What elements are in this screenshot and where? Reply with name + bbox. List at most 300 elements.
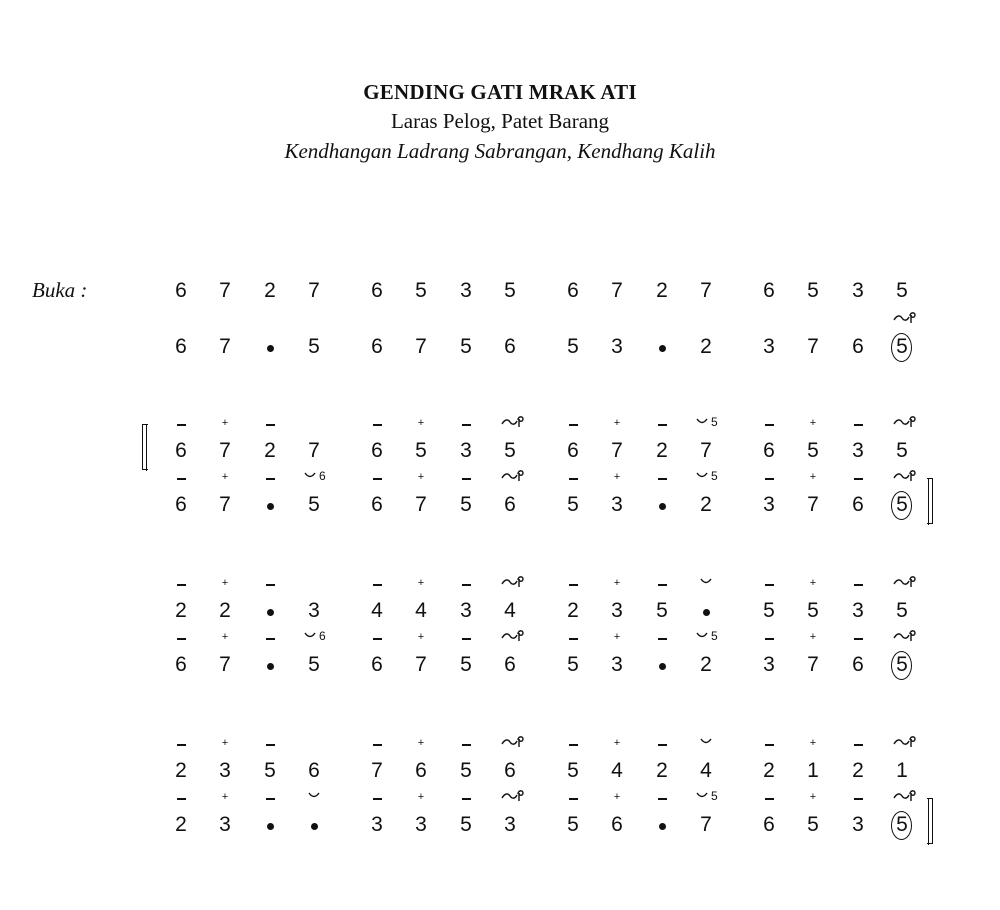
note: [161, 477, 201, 521]
repeat-close-bracket: [927, 478, 933, 524]
note-digit: 5: [567, 759, 579, 782]
ngelik-2-line-2: [0, 789, 1000, 841]
kenong-arc-icon: [696, 472, 708, 479]
kempyang-minus-icon: [658, 424, 667, 426]
rest-dot-icon: [659, 823, 666, 830]
note: [294, 469, 334, 521]
note-digit: 5: [763, 599, 775, 622]
note: [161, 797, 201, 841]
gong-circle-icon: [891, 491, 912, 520]
note: [793, 417, 833, 467]
note: [490, 637, 530, 681]
note-digit: 3: [460, 279, 472, 302]
kenong-number: 6: [319, 469, 326, 483]
kempyang-minus-icon: [569, 424, 578, 426]
kempyang-minus-icon: [569, 478, 578, 480]
note: [749, 743, 789, 787]
kethuk-plus-icon: +: [417, 791, 425, 803]
note-digit: 3: [763, 653, 775, 676]
gong-wave-icon: [892, 628, 918, 642]
note-digit: 6: [371, 335, 383, 358]
kempyang-minus-icon: [854, 638, 863, 640]
note-digit: 2: [656, 279, 668, 302]
note-digit: 5: [896, 439, 908, 462]
note: [882, 477, 922, 521]
kempyang-minus-icon: [658, 584, 667, 586]
kempyang-minus-icon: [373, 584, 382, 586]
note: [686, 743, 726, 787]
note-digit: 4: [371, 599, 383, 622]
note: [553, 743, 593, 787]
note: [490, 319, 530, 363]
rest-dot-icon: [267, 823, 274, 830]
note-digit: 6: [175, 493, 187, 516]
kethuk-plus-icon: +: [613, 737, 621, 749]
kethuk-plus-icon: +: [221, 417, 229, 429]
note-digit: 6: [175, 653, 187, 676]
note-digit: 3: [219, 759, 231, 782]
note: [250, 477, 290, 521]
note-digit: 6: [567, 279, 579, 302]
note: [838, 797, 878, 841]
repeat-open-bracket: [142, 424, 148, 470]
kempyang-minus-icon: [765, 424, 774, 426]
kenong-arc-icon: [696, 418, 708, 425]
kethuk-plus-icon: +: [809, 631, 817, 643]
note: [749, 797, 789, 841]
note: [642, 797, 682, 841]
note-digit: 5: [807, 599, 819, 622]
note-digit: 6: [371, 493, 383, 516]
kenong-arc-icon: [700, 738, 712, 745]
note: [490, 797, 530, 841]
kenong-number: 6: [319, 629, 326, 643]
note-digit: 5: [807, 279, 819, 302]
note: [553, 797, 593, 841]
kethuk-plus-icon: +: [613, 417, 621, 429]
kempyang-minus-icon: [373, 424, 382, 426]
note: [553, 583, 593, 627]
kethuk-plus-icon: +: [417, 631, 425, 643]
note-digit: 6: [504, 493, 516, 516]
note-digit: 5: [896, 493, 908, 516]
kempyang-minus-icon: [854, 744, 863, 746]
note: [793, 737, 833, 787]
kethuk-plus-icon: +: [221, 737, 229, 749]
note-digit: 2: [763, 759, 775, 782]
gong-wave-icon: [500, 788, 526, 802]
note: [749, 423, 789, 467]
kempyang-minus-icon: [266, 744, 275, 746]
page-title: GENDING GATI MRAK ATI: [363, 80, 637, 104]
rest-dot-icon: [267, 609, 274, 616]
kempyang-minus-icon: [569, 798, 578, 800]
note: [161, 423, 201, 467]
note-digit: 3: [611, 653, 623, 676]
kethuk-plus-icon: +: [809, 577, 817, 589]
rest-dot-icon: [659, 663, 666, 670]
kethuk-plus-icon: +: [613, 631, 621, 643]
ompak-line-2: [0, 469, 1000, 521]
note: [686, 583, 726, 627]
kempyang-minus-icon: [765, 478, 774, 480]
note-digit: 5: [896, 279, 908, 302]
kempyang-minus-icon: [854, 478, 863, 480]
note: [642, 263, 682, 307]
note-digit: 5: [896, 599, 908, 622]
note: [793, 263, 833, 307]
note: [446, 477, 486, 521]
note: [490, 583, 530, 627]
note-digit: 6: [371, 653, 383, 676]
note-digit: 7: [219, 493, 231, 516]
note-digit: 5: [460, 759, 472, 782]
rest-dot-icon: [267, 345, 274, 352]
note: [490, 263, 530, 307]
note: [686, 629, 726, 681]
kempyang-minus-icon: [658, 798, 667, 800]
ngelik-1-line-2: [0, 629, 1000, 681]
kethuk-plus-icon: +: [221, 631, 229, 643]
kethuk-plus-icon: +: [613, 471, 621, 483]
kempyang-minus-icon: [765, 638, 774, 640]
note: [686, 469, 726, 521]
note-digit: 7: [219, 279, 231, 302]
note: [401, 417, 441, 467]
note-digit: 1: [807, 759, 819, 782]
kethuk-plus-icon: +: [417, 577, 425, 589]
note: [161, 743, 201, 787]
note: [205, 577, 245, 627]
note: [642, 319, 682, 363]
note: [357, 583, 397, 627]
note-digit: 7: [700, 813, 712, 836]
gong-wave-icon: [500, 574, 526, 588]
ngelik-1-line-1: [0, 577, 1000, 627]
note: [294, 263, 334, 307]
note: [401, 631, 441, 681]
note-digit: 3: [504, 813, 516, 836]
kethuk-plus-icon: +: [809, 737, 817, 749]
note: [553, 423, 593, 467]
note: [490, 477, 530, 521]
kethuk-plus-icon: +: [221, 577, 229, 589]
note-digit: 5: [460, 813, 472, 836]
gong-wave-icon: [892, 788, 918, 802]
note-digit: 7: [807, 493, 819, 516]
note-digit: 2: [175, 599, 187, 622]
note-digit: 4: [504, 599, 516, 622]
note-digit: 3: [852, 279, 864, 302]
subtitle-laras: Laras Pelog, Patet Barang: [390, 109, 610, 133]
note: [749, 263, 789, 307]
note: [490, 743, 530, 787]
kenong-arc-icon: [696, 632, 708, 639]
note-digit: 5: [807, 439, 819, 462]
note: [250, 423, 290, 467]
gong-circle-icon: [891, 651, 912, 680]
note: [553, 319, 593, 363]
note-digit: 5: [460, 653, 472, 676]
note-digit: 7: [371, 759, 383, 782]
note: [749, 583, 789, 627]
kempyang-minus-icon: [462, 478, 471, 480]
note: [250, 637, 290, 681]
note-digit: 5: [504, 439, 516, 462]
rest-dot-icon: [267, 503, 274, 510]
note: [597, 471, 637, 521]
kempyang-minus-icon: [569, 584, 578, 586]
kethuk-plus-icon: +: [809, 417, 817, 429]
note-digit: 3: [460, 599, 472, 622]
note: [793, 791, 833, 841]
note-digit: 7: [308, 279, 320, 302]
note-digit: 7: [611, 439, 623, 462]
note-digit: 3: [611, 335, 623, 358]
kempyang-minus-icon: [177, 478, 186, 480]
note: [882, 423, 922, 467]
note: [161, 583, 201, 627]
note-digit: 5: [896, 335, 908, 358]
note: [882, 583, 922, 627]
note-digit: 6: [175, 335, 187, 358]
note: [357, 319, 397, 363]
note: [882, 743, 922, 787]
note-digit: 6: [763, 279, 775, 302]
kethuk-plus-icon: +: [613, 577, 621, 589]
note: [250, 263, 290, 307]
note-digit: 5: [567, 653, 579, 676]
note-digit: 7: [700, 439, 712, 462]
note: [401, 319, 441, 363]
note: [597, 319, 637, 363]
note: [793, 577, 833, 627]
kempyang-minus-icon: [569, 744, 578, 746]
note-digit: 3: [852, 599, 864, 622]
kempyang-minus-icon: [177, 798, 186, 800]
note: [838, 637, 878, 681]
note: [446, 743, 486, 787]
note-digit: 2: [700, 493, 712, 516]
note: [357, 797, 397, 841]
note: [446, 583, 486, 627]
note-digit: 6: [371, 279, 383, 302]
note: [642, 583, 682, 627]
note: [250, 583, 290, 627]
note-digit: 7: [415, 653, 427, 676]
note-digit: 3: [611, 493, 623, 516]
note: [838, 477, 878, 521]
gong-circle-icon: [891, 811, 912, 840]
note-digit: 5: [415, 279, 427, 302]
gong-circle-icon: [891, 333, 912, 362]
note: [446, 423, 486, 467]
kethuk-plus-icon: +: [417, 417, 425, 429]
note: [838, 263, 878, 307]
note-digit: 7: [611, 279, 623, 302]
kempyang-minus-icon: [658, 744, 667, 746]
kempyang-minus-icon: [854, 798, 863, 800]
kempyang-minus-icon: [373, 478, 382, 480]
note-digit: 6: [308, 759, 320, 782]
note-digit: 5: [460, 335, 472, 358]
note-digit: 2: [852, 759, 864, 782]
note: [749, 319, 789, 363]
note: [749, 637, 789, 681]
kempyang-minus-icon: [373, 744, 382, 746]
note-digit: 2: [700, 653, 712, 676]
note-digit: 7: [700, 279, 712, 302]
kenong-arc-icon: [700, 578, 712, 585]
note-digit: 2: [219, 599, 231, 622]
note: [882, 319, 922, 363]
note-digit: 6: [567, 439, 579, 462]
kenong-number: 5: [711, 629, 718, 643]
kempyang-minus-icon: [177, 424, 186, 426]
note-digit: 3: [415, 813, 427, 836]
kempyang-minus-icon: [462, 744, 471, 746]
note-digit: 5: [308, 653, 320, 676]
note-digit: 2: [264, 439, 276, 462]
note-digit: 5: [896, 813, 908, 836]
kempyang-minus-icon: [462, 424, 471, 426]
note: [838, 423, 878, 467]
note: [597, 263, 637, 307]
gong-wave-icon: [892, 734, 918, 748]
note: [205, 631, 245, 681]
buka-line-2: [0, 319, 1000, 363]
kethuk-plus-icon: +: [809, 471, 817, 483]
buka-line-1: [0, 263, 1000, 307]
kempyang-minus-icon: [854, 584, 863, 586]
note-digit: 6: [504, 335, 516, 358]
note: [686, 319, 726, 363]
gong-wave-icon: [892, 414, 918, 428]
kethuk-plus-icon: +: [417, 471, 425, 483]
note-digit: 3: [852, 439, 864, 462]
kempyang-minus-icon: [658, 638, 667, 640]
gong-wave-icon: [892, 574, 918, 588]
subtitle-kendhangan: Kendhangan Ladrang Sabrangan, Kendhang Kalih: [284, 139, 716, 163]
note-digit: 6: [175, 439, 187, 462]
kenong-arc-icon: [696, 792, 708, 799]
note: [686, 263, 726, 307]
note: [205, 737, 245, 787]
kenong-number: 5: [711, 469, 718, 483]
note: [205, 791, 245, 841]
note-digit: 5: [415, 439, 427, 462]
kempyang-minus-icon: [373, 798, 382, 800]
note-digit: 6: [852, 653, 864, 676]
note: [553, 637, 593, 681]
note: [161, 637, 201, 681]
note-digit: 3: [371, 813, 383, 836]
note: [838, 319, 878, 363]
note: [838, 583, 878, 627]
kempyang-minus-icon: [658, 478, 667, 480]
note: [294, 583, 334, 627]
kethuk-plus-icon: +: [221, 471, 229, 483]
note: [357, 477, 397, 521]
note-digit: 6: [504, 759, 516, 782]
note: [205, 471, 245, 521]
kenong-arc-icon: [304, 472, 316, 479]
note-digit: 7: [415, 493, 427, 516]
note: [882, 797, 922, 841]
kempyang-minus-icon: [462, 798, 471, 800]
kempyang-minus-icon: [765, 744, 774, 746]
note: [446, 797, 486, 841]
note: [642, 477, 682, 521]
kempyang-minus-icon: [266, 584, 275, 586]
note-digit: 7: [807, 335, 819, 358]
note: [882, 637, 922, 681]
note: [357, 423, 397, 467]
note: [401, 471, 441, 521]
note: [401, 263, 441, 307]
rest-dot-icon: [267, 663, 274, 670]
note: [597, 417, 637, 467]
note-digit: 2: [700, 335, 712, 358]
rest-dot-icon: [659, 345, 666, 352]
rest-dot-icon: [311, 823, 318, 830]
note: [793, 319, 833, 363]
note: [161, 319, 201, 363]
note-digit: 6: [371, 439, 383, 462]
note-digit: 6: [763, 439, 775, 462]
note: [597, 737, 637, 787]
note: [553, 477, 593, 521]
note: [597, 631, 637, 681]
kempyang-minus-icon: [177, 584, 186, 586]
kethuk-plus-icon: +: [809, 791, 817, 803]
rest-dot-icon: [659, 503, 666, 510]
rest-dot-icon: [703, 609, 710, 616]
note: [250, 743, 290, 787]
note: [686, 415, 726, 467]
note: [250, 797, 290, 841]
note: [793, 631, 833, 681]
note: [294, 629, 334, 681]
note-digit: 5: [264, 759, 276, 782]
note-digit: 6: [763, 813, 775, 836]
note: [597, 791, 637, 841]
kenong-number: 5: [711, 415, 718, 429]
kenong-arc-icon: [308, 792, 320, 799]
note-digit: 7: [219, 653, 231, 676]
note-digit: 5: [567, 335, 579, 358]
note-digit: 4: [415, 599, 427, 622]
note: [205, 417, 245, 467]
note-digit: 5: [504, 279, 516, 302]
kempyang-minus-icon: [462, 638, 471, 640]
note: [838, 743, 878, 787]
note-digit: 3: [308, 599, 320, 622]
note: [401, 791, 441, 841]
gong-wave-icon: [892, 468, 918, 482]
note-digit: 5: [567, 493, 579, 516]
note: [161, 263, 201, 307]
kenong-number: 5: [711, 789, 718, 803]
kempyang-minus-icon: [569, 638, 578, 640]
header: [0, 78, 1000, 166]
note-digit: 4: [700, 759, 712, 782]
note-digit: 6: [852, 335, 864, 358]
kethuk-plus-icon: +: [613, 791, 621, 803]
kempyang-minus-icon: [854, 424, 863, 426]
note-digit: 6: [504, 653, 516, 676]
note-digit: 2: [264, 279, 276, 302]
